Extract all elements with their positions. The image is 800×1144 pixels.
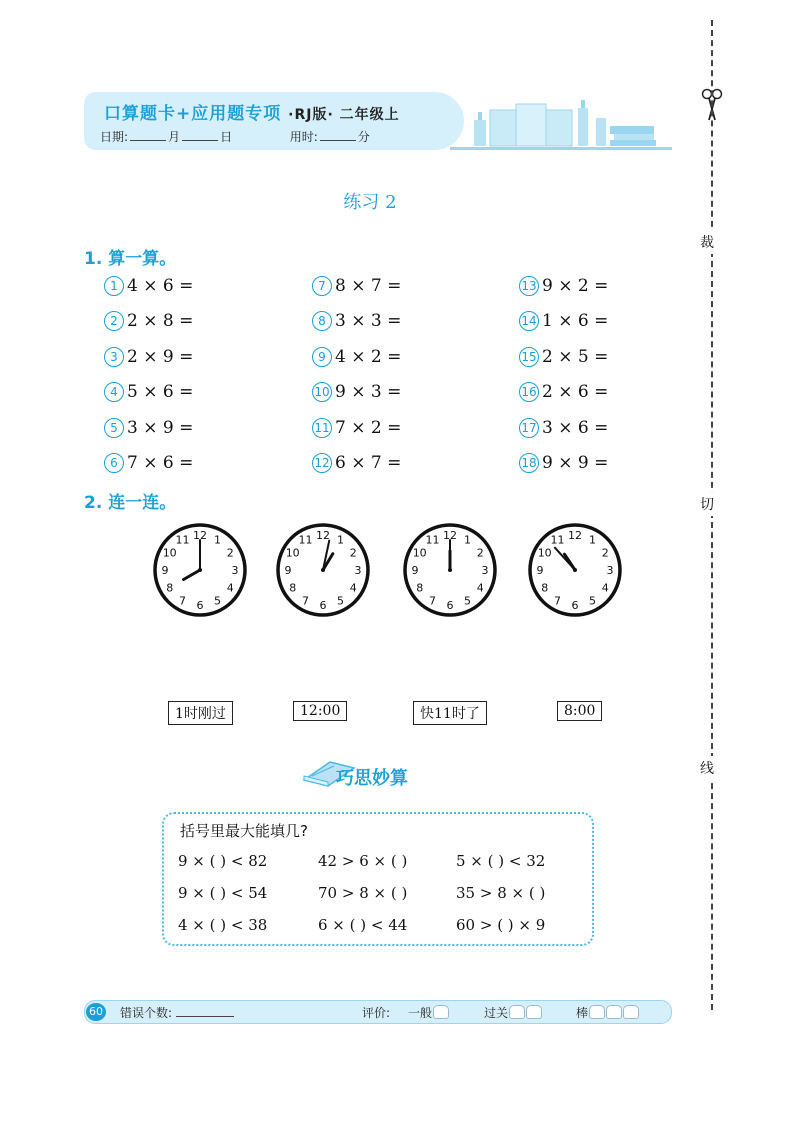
thumb-icon (589, 1005, 605, 1019)
problem-expr: 2 × 9 = (127, 346, 194, 367)
section2-heading: 2. 连一连。 (84, 493, 177, 513)
clock-number: 11 (550, 533, 565, 547)
clock-number: 2 (601, 546, 609, 560)
problem-number: 3 (104, 347, 124, 367)
clock-number: 7 (302, 594, 309, 608)
clock-number: 9 (536, 564, 544, 577)
problem-item[interactable] (312, 418, 401, 453)
problem-column-3 (519, 276, 608, 488)
clock-center (321, 568, 325, 572)
tip-expr[interactable]: 9 × ( ) < 82 (178, 852, 268, 870)
tip-expr[interactable]: 4 × ( ) < 38 (178, 916, 268, 934)
problem-number: 12 (312, 453, 332, 473)
problem-number: 7 (312, 276, 332, 296)
problem-item[interactable] (312, 382, 401, 417)
clock-number: 5 (464, 594, 471, 608)
month-blank[interactable] (130, 130, 166, 141)
problem-item[interactable] (104, 276, 193, 311)
problem-expr: 3 × 6 = (542, 417, 609, 438)
tip-expr[interactable]: 70 > 8 × ( ) (318, 884, 408, 902)
problem-expr: 2 × 5 = (542, 346, 609, 367)
problem-expr: 2 × 8 = (127, 311, 194, 332)
header-title (104, 99, 400, 124)
problem-item[interactable] (519, 276, 608, 311)
time-label-4[interactable]: 8:00 (557, 701, 602, 721)
clock-number: 12 (443, 529, 457, 542)
problem-number: 8 (312, 311, 332, 331)
clock-number: 1 (589, 533, 596, 547)
problem-number: 11 (312, 418, 332, 438)
rating-fair-label: 一般 (408, 1006, 433, 1020)
clock-number: 1 (214, 533, 221, 547)
problem-item[interactable] (104, 311, 193, 346)
rating-label: 评价: (362, 1006, 391, 1020)
problem-expr: 7 × 6 = (127, 452, 194, 473)
problem-number: 17 (519, 418, 539, 438)
clock-number: 2 (476, 546, 484, 560)
problem-expr: 3 × 3 = (335, 311, 402, 332)
clock-number: 3 (231, 564, 239, 577)
book-title: 口算题卡+应用题专项 (104, 104, 282, 124)
problem-item[interactable] (104, 347, 193, 382)
problem-number: 14 (519, 311, 539, 331)
problem-item[interactable] (519, 311, 608, 346)
problem-number: 10 (312, 382, 332, 402)
clock-number: 7 (179, 594, 186, 608)
problem-number: 13 (519, 276, 539, 296)
problem-number: 5 (104, 418, 124, 438)
book-edition: ·RJ版· 二年级上 (288, 107, 400, 123)
day-blank[interactable] (182, 130, 218, 141)
problem-item[interactable] (104, 382, 193, 417)
page-title: 练习 2 (343, 192, 397, 213)
clock-number: 11 (425, 533, 440, 547)
clock-number: 12 (568, 529, 582, 542)
rating-great[interactable] (576, 1004, 639, 1021)
clock-number: 10 (285, 546, 300, 560)
thumb-icon (623, 1005, 639, 1019)
clock-number: 4 (349, 581, 357, 595)
problem-expr: 2 × 6 = (542, 382, 609, 403)
problem-item[interactable] (312, 453, 401, 488)
thumb-icon (509, 1005, 525, 1019)
clock-number: 5 (214, 594, 221, 608)
clock-number: 4 (601, 581, 609, 595)
books-illustration-icon (470, 98, 670, 150)
clock-number: 8 (416, 581, 424, 595)
cut-mark-1: 裁 (700, 230, 714, 254)
thumb-icon (526, 1005, 542, 1019)
problem-expr: 7 × 2 = (335, 417, 402, 438)
clock-number: 8 (541, 581, 549, 595)
clock-center (198, 568, 202, 572)
problem-number: 9 (312, 347, 332, 367)
clock-center (448, 568, 452, 572)
time-label: 用时: (289, 130, 318, 144)
section1-heading: 1. 算一算。 (84, 249, 177, 269)
clock-number: 8 (166, 581, 174, 595)
clock-number: 6 (571, 599, 579, 612)
clock-number: 5 (337, 594, 344, 608)
problem-number: 18 (519, 453, 539, 473)
problem-expr: 9 × 3 = (335, 382, 402, 403)
rating-great-label: 棒 (576, 1006, 589, 1020)
problem-item[interactable] (519, 418, 608, 453)
clock-number: 3 (606, 564, 614, 577)
cut-mark-2: 切 (700, 492, 714, 516)
tip-question: 括号里最大能填几? (180, 822, 308, 840)
problem-item[interactable] (312, 276, 401, 311)
clock-number: 1 (464, 533, 471, 547)
tip-expr[interactable]: 5 × ( ) < 32 (456, 852, 546, 870)
tip-expr[interactable]: 60 > ( ) × 9 (456, 916, 546, 934)
thumb-icon (606, 1005, 622, 1019)
tip-expr[interactable]: 42 > 6 × ( ) (318, 852, 408, 870)
page-number: 60 (86, 1003, 106, 1021)
rating-pass-label: 过关 (484, 1006, 509, 1020)
clock-number: 9 (284, 564, 292, 577)
problem-column-2 (312, 276, 401, 488)
header-info (100, 128, 370, 145)
problem-expr: 1 × 6 = (542, 311, 609, 332)
errors-label: 错误个数: (120, 1006, 173, 1020)
clock-number: 10 (412, 546, 427, 560)
problem-number: 16 (519, 382, 539, 402)
problem-number: 4 (104, 382, 124, 402)
clock-number: 5 (589, 594, 596, 608)
clock-number: 3 (481, 564, 489, 577)
clock-number: 2 (226, 546, 234, 560)
thumb-icon (433, 1005, 449, 1019)
problem-expr: 3 × 9 = (127, 417, 194, 438)
clock-number: 10 (537, 546, 552, 560)
clock-number: 9 (161, 564, 169, 577)
time-label-3[interactable]: 快11时了 (413, 701, 487, 725)
rating-fair[interactable] (408, 1004, 449, 1021)
month-unit: 月 (168, 130, 181, 144)
problem-item[interactable] (104, 453, 193, 488)
clock-number: 7 (429, 594, 436, 608)
problem-number: 6 (104, 453, 124, 473)
clock-number: 4 (226, 581, 234, 595)
time-blank[interactable] (320, 130, 356, 141)
clock-number: 7 (554, 594, 561, 608)
tip-expr[interactable]: 9 × ( ) < 54 (178, 884, 268, 902)
clock-number: 6 (446, 599, 454, 612)
problem-item[interactable] (519, 382, 608, 417)
clock-center (573, 568, 577, 572)
problem-item[interactable] (104, 418, 193, 453)
rating-pass[interactable] (484, 1004, 542, 1021)
date-label: 日期: (100, 130, 129, 144)
problem-expr: 4 × 2 = (335, 346, 402, 367)
tip-title: 巧思妙算 (336, 768, 408, 789)
clock-number: 11 (175, 533, 190, 547)
day-unit: 日 (220, 130, 233, 144)
problem-item[interactable] (312, 347, 401, 382)
problem-expr: 6 × 7 = (335, 452, 402, 473)
clock-number: 10 (162, 546, 177, 560)
problem-expr: 9 × 2 = (542, 276, 609, 296)
errors-count (120, 1004, 234, 1021)
problem-number: 2 (104, 311, 124, 331)
problem-expr: 8 × 7 = (335, 276, 402, 296)
clock-number: 6 (319, 599, 327, 612)
clock-number: 6 (196, 599, 204, 612)
problem-expr: 9 × 9 = (542, 452, 609, 473)
clock-number: 3 (354, 564, 362, 577)
time-label-1[interactable]: 1时刚过 (168, 701, 233, 725)
clock-1 (150, 520, 250, 620)
errors-blank[interactable] (176, 1006, 234, 1017)
problem-item[interactable] (519, 453, 608, 488)
problem-column-1 (104, 276, 193, 488)
problem-number: 15 (519, 347, 539, 367)
clock-number: 1 (337, 533, 344, 547)
clock-number: 8 (289, 581, 297, 595)
clock-number: 9 (411, 564, 419, 577)
problem-expr: 5 × 6 = (127, 382, 194, 403)
clock-number: 12 (316, 529, 330, 542)
clock-number: 11 (298, 533, 313, 547)
problem-number: 1 (104, 276, 124, 296)
clock-number: 4 (476, 581, 484, 595)
clock-number: 2 (349, 546, 357, 560)
clock-3 (400, 520, 500, 620)
tip-expr[interactable]: 6 × ( ) < 44 (318, 916, 408, 934)
cut-mark-3: 线 (700, 756, 714, 780)
time-label-2[interactable]: 12:00 (293, 701, 347, 721)
clock-number: 12 (193, 529, 207, 542)
clock-2 (273, 520, 373, 620)
problem-item[interactable] (519, 347, 608, 382)
problem-item[interactable] (312, 311, 401, 346)
clock-4 (525, 520, 625, 620)
minute-unit: 分 (357, 130, 370, 144)
problem-expr: 4 × 6 = (127, 276, 194, 296)
tip-expr[interactable]: 35 > 8 × ( ) (456, 884, 546, 902)
